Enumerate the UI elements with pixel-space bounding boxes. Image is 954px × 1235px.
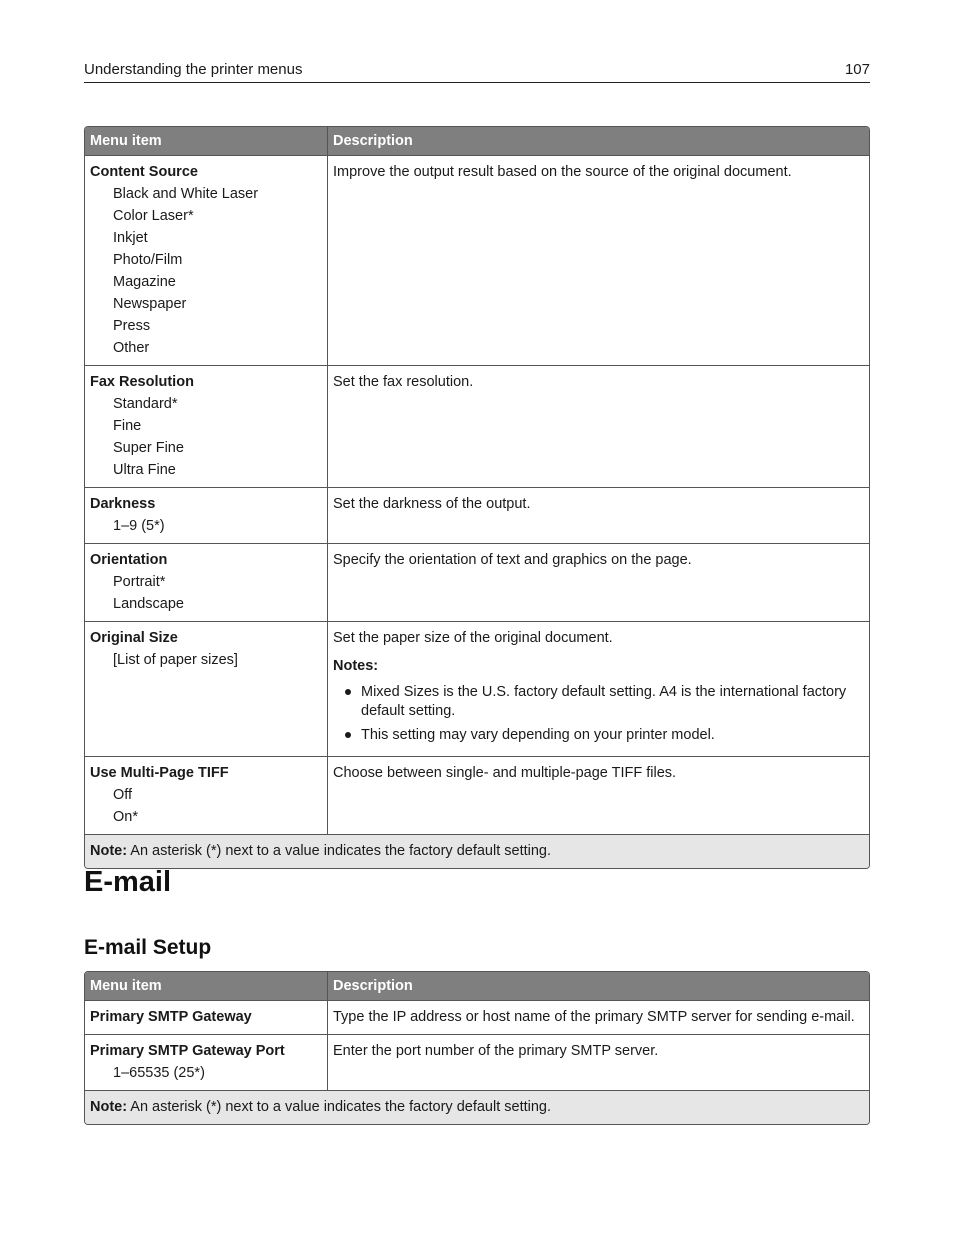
table-row	[85, 365, 869, 487]
subsection-title: E-mail Setup	[84, 936, 212, 959]
menu-option: Black and White Laser	[113, 186, 259, 202]
menu-option: Standard*	[113, 396, 178, 412]
menu-option: Newspaper	[113, 296, 187, 312]
menu-item-title: Original Size	[90, 630, 178, 646]
column-header-description: Description	[327, 127, 869, 155]
menu-option: Super Fine	[113, 440, 184, 456]
menu-option: Portrait*	[113, 574, 166, 590]
running-header-title: Understanding the printer menus	[84, 61, 303, 78]
description-text: Improve the output result based on the source of the original document.	[333, 164, 792, 180]
description-text: Set the darkness of the output.	[333, 496, 531, 512]
menu-item-title: Use Multi-Page TIFF	[90, 765, 229, 781]
menu-item-cell	[85, 756, 327, 834]
menu-item-title: Orientation	[90, 552, 168, 568]
menu-option: Press	[113, 318, 151, 334]
table-header-row	[85, 972, 869, 1000]
page-header	[84, 60, 870, 83]
table-row	[85, 621, 869, 756]
column-header-description: Description	[327, 972, 869, 1000]
table-note-row	[85, 1090, 869, 1124]
notes-heading: Notes:	[333, 658, 379, 674]
description-cell	[327, 1000, 869, 1034]
description-text: Type the IP address or host name of the primary SMTP server for sending e-mail.	[333, 1009, 855, 1025]
menu-item-cell	[85, 155, 327, 365]
note-label: Note:	[90, 1099, 128, 1115]
email-setup-table	[84, 971, 870, 1125]
description-cell	[327, 621, 869, 756]
description-text: Enter the port number of the primary SMTP server.	[333, 1043, 659, 1059]
table-row	[85, 155, 869, 365]
menu-option: 1–65535 (25*)	[113, 1065, 205, 1081]
menu-option: On*	[113, 809, 138, 825]
list-item	[333, 726, 864, 745]
section-title: E-mail	[84, 866, 172, 898]
notes-list	[333, 683, 864, 745]
note-text: An asterisk (*) next to a value indicates the factory default setting.	[127, 1099, 552, 1115]
list-item	[333, 683, 864, 721]
menu-option: Other	[113, 340, 150, 356]
menu-option: Ultra Fine	[113, 462, 176, 478]
menu-option: Off	[113, 787, 133, 803]
menu-item-cell	[85, 621, 327, 756]
description-cell	[327, 543, 869, 621]
menu-item-cell	[85, 1034, 327, 1090]
menu-item-title: Primary SMTP Gateway	[90, 1009, 252, 1025]
menu-option: 1–9 (5*)	[113, 518, 165, 534]
description-cell	[327, 487, 869, 543]
table-row	[85, 1034, 869, 1090]
menu-option: Fine	[113, 418, 142, 434]
note-text: Mixed Sizes is the U.S. factory default setting. A4 is the international factory default setting.	[361, 684, 847, 719]
description-cell	[327, 756, 869, 834]
bullet-icon	[345, 689, 351, 695]
menu-item-title: Darkness	[90, 496, 156, 512]
description-text: Choose between single- and multiple-page TIFF files.	[333, 765, 677, 781]
table-note	[85, 834, 869, 868]
column-header-menu-item: Menu item	[85, 127, 327, 155]
description-text: Set the fax resolution.	[333, 374, 474, 390]
menu-item-cell	[85, 487, 327, 543]
menu-option: Magazine	[113, 274, 176, 290]
note-text: This setting may vary depending on your printer model.	[361, 727, 715, 743]
description-text: Set the paper size of the original document.	[333, 630, 613, 646]
table-row	[85, 543, 869, 621]
table-row	[85, 756, 869, 834]
menu-option: Landscape	[113, 596, 184, 612]
column-header-menu-item: Menu item	[85, 972, 327, 1000]
menu-option: Photo/Film	[113, 252, 183, 268]
bullet-icon	[345, 732, 351, 738]
menu-item-cell	[85, 365, 327, 487]
menu-option: Color Laser*	[113, 208, 194, 224]
page-number: 107	[844, 61, 870, 78]
table-header-row	[85, 127, 869, 155]
description-cell	[327, 1034, 869, 1090]
note-text: An asterisk (*) next to a value indicates the factory default setting.	[127, 843, 552, 859]
description-cell	[327, 155, 869, 365]
menu-option: [List of paper sizes]	[113, 652, 238, 668]
menu-item-cell	[85, 1000, 327, 1034]
fax-settings-table	[84, 126, 870, 869]
menu-item-title: Primary SMTP Gateway Port	[90, 1043, 285, 1059]
note-label: Note:	[90, 843, 128, 859]
menu-item-cell	[85, 543, 327, 621]
table-row	[85, 1000, 869, 1034]
description-text: Specify the orientation of text and graphics on the page.	[333, 552, 692, 568]
menu-item-title: Fax Resolution	[90, 374, 194, 390]
table-note	[85, 1090, 869, 1124]
description-cell	[327, 365, 869, 487]
menu-option: Inkjet	[113, 230, 148, 246]
menu-item-title: Content Source	[90, 164, 198, 180]
table-note-row	[85, 834, 869, 868]
table-row	[85, 487, 869, 543]
